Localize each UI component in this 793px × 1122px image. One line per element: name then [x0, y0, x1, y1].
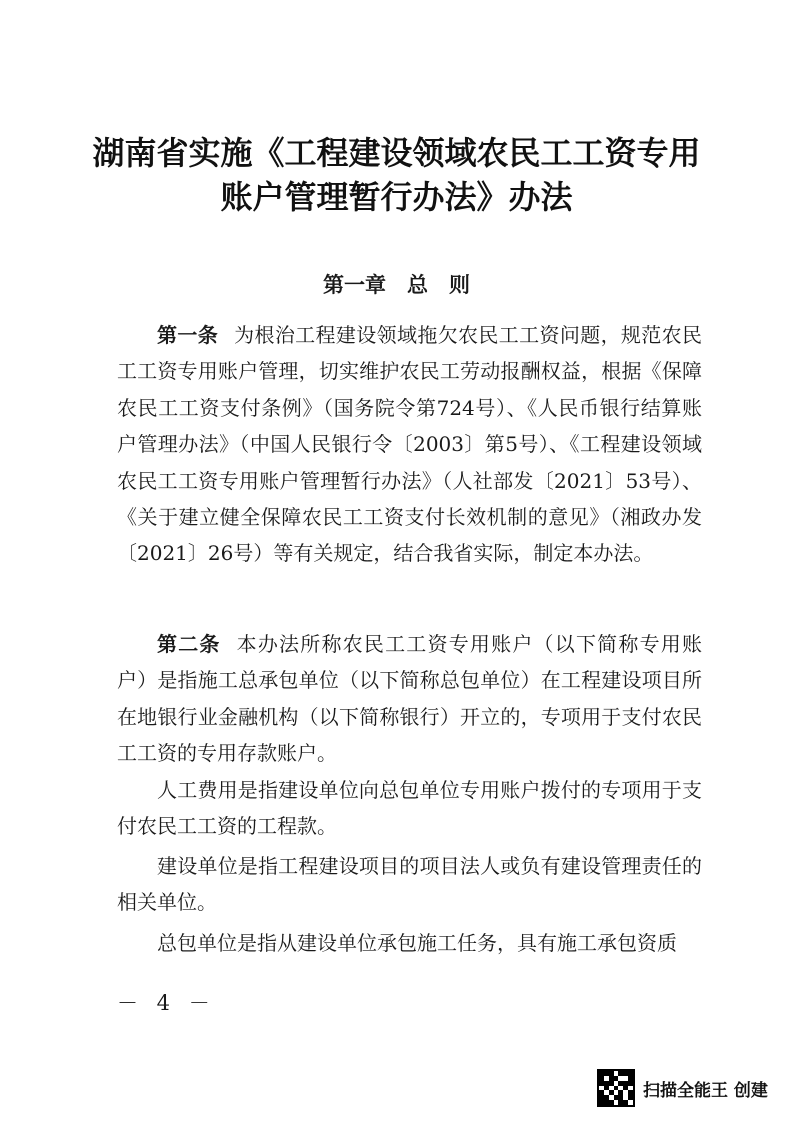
article-2-paragraph: [117, 626, 702, 772]
paragraph-text: 为根治工程建设领域拖欠农民工工资问题，规范农民工工资专用账户管理，切实维护农民工劳动报酬权益，根据《保障农民工工资支付条例》（国务院令第724号）、《人民币银行结算账户管理办法》（中国人民银行令〔2003〕第5号）、《工程建设领域农民工工资专用账户管理暂行办法》（人社部发〔2021〕53号）、《关于建立健全保障农民工工资支付长效机制的意见》（湘政办发〔2021〕26号）等有关规定，结合我省实际，制定本办法。: [117, 323, 703, 566]
article-label: 第二条: [157, 632, 221, 656]
scanner-watermark: [597, 1066, 768, 1110]
document-title-line-1: 湖南省实施《工程建设领域农民工工资专用: [92, 134, 701, 172]
article-1-paragraph: [117, 317, 702, 572]
document-title-line-2: 账户管理暂行办法》办法: [220, 178, 573, 216]
paragraph-text: 本办法所称农民工工资专用账户（以下简称专用账户）是指施工总承包单位（以下简称总包单位）在工程建设项目所在地银行业金融机构（以下简称银行）开立的，专项用于支付农民工工资的专用存款账户。: [117, 632, 702, 766]
article-label: 第一条: [157, 323, 219, 347]
construction-unit-definition-paragraph: 建设单位是指工程建设项目的项目法人或负有建设管理责任的相关单位。: [117, 854, 702, 915]
qr-code-icon: [597, 1069, 635, 1107]
page-number: － 4 －: [117, 991, 216, 1015]
general-contractor-definition-paragraph: 总包单位是指从建设单位承包施工任务，具有施工承包资质: [157, 931, 677, 955]
labor-cost-definition-paragraph: 人工费用是指建设单位向总包单位专用账户拨付的专项用于支付农民工工资的工程款。: [117, 778, 702, 839]
watermark-text: 扫描全能王 创建: [643, 1080, 768, 1101]
chapter-heading: 第一章 总 则: [323, 272, 470, 297]
